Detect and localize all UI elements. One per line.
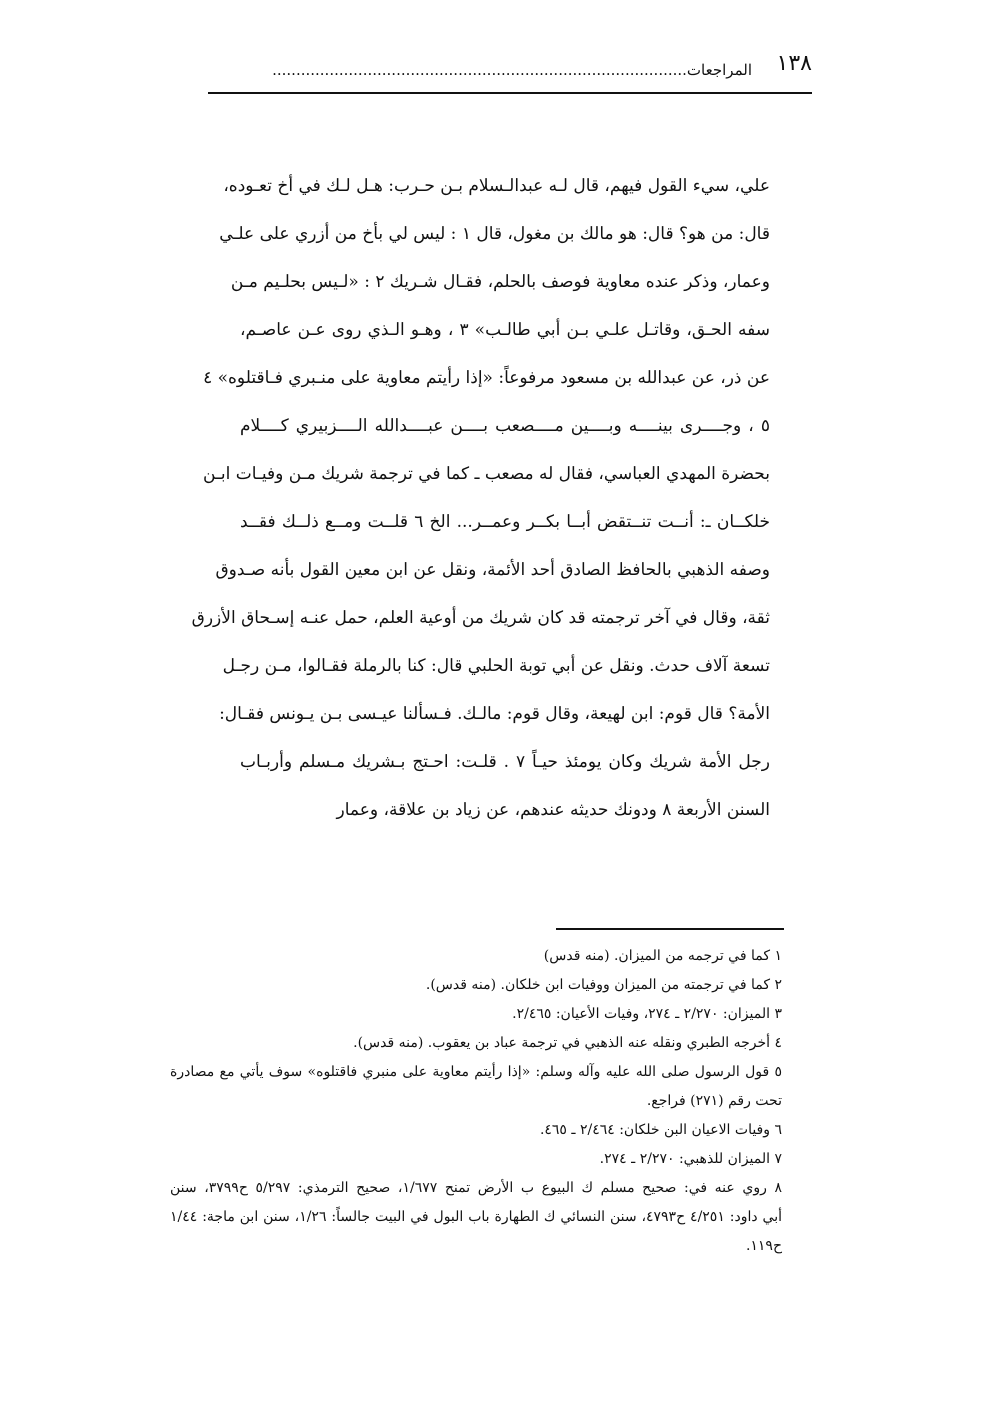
footnote: ٥ قول الرسول صلى الله عليه وآله وسلم: «إذا رأيتم معاوية على منبري فاقتلوه» سوف يأتي مع مصادرة xyxy=(170,1064,782,1080)
text-line: وصفه الذهبي بالحافظ الصادق أحد الأئمة، ونقل عن ابن معين القول بأنه صـدوق xyxy=(215,560,770,580)
text-line: ثقة، وقال في آخر ترجمته قد كان شريك من أوعية العلم، حمل عنـه إسـحاق الأزرق xyxy=(191,608,770,628)
text-line: عن ذر، عن عبدالله بن مسعود مرفوعاً: «إذا رأيتم معاوية على منـبري فـاقتلوه» ٤ xyxy=(203,368,770,388)
page-header xyxy=(208,50,812,94)
header-rule xyxy=(208,92,812,94)
text-line: تسعة آلاف حدث. ونقل عن أبي توبة الحلبي قال: كنا بالرملة فقـالوا، مـن رجـل xyxy=(222,656,770,676)
footnote: ١ كما في ترجمه من الميزان. (منه قدس) xyxy=(543,948,782,964)
text-line: رجل الأمة شريك وكان يومئذ حيـاً ٧ . قلـت: احـتج بـشريك مـسلم وأربـاب xyxy=(240,752,770,772)
footnote-continuation: أبي داود: ٤/٢٥١ ح٤٧٩٣، سنن النسائي ك الطهارة باب البول في البيت جالساً: ١/٢٦، سنن ابن ماجة: ١/٤٤ xyxy=(170,1209,782,1225)
footnote: ٧ الميزان للذهبي: ٢/٢٧٠ ـ ٢٧٤. xyxy=(599,1151,782,1167)
footnote: ٤ أخرجه الطبري ونقله عنه الذهبي في ترجمة عباد بن يعقوب. (منه قدس). xyxy=(353,1035,782,1051)
footnote: ٣ الميزان: ٢/٢٧٠ ـ ٢٧٤، وفيات الأعيان: ٢/٤٦٥. xyxy=(512,1006,782,1022)
running-title: المراجعات....................................................................................... xyxy=(272,61,752,79)
footnote-separator xyxy=(556,928,784,930)
text-line: بحضرة المهدي العباسي، فقال له مصعب ـ كما في ترجمة شريك مـن وفيـات ابـن xyxy=(202,464,770,484)
footnote: ٦ وفيات الاعيان البن خلكان: ٢/٤٦٤ ـ ٤٦٥. xyxy=(539,1122,782,1138)
page-number: ١٣٨ xyxy=(776,51,812,76)
footnote-continuation: تحت رقم (٢٧١) فراجع. xyxy=(646,1093,782,1109)
text-line: الأمة؟ قال قوم: ابن لهيعة، وقال قوم: مالـك. فـسألنا عيـسى بـن يـونس فقـال: xyxy=(219,704,770,724)
text-line: ٥ ، وجــــرى بينــــه وبــــين مــــصعب بــــن عبــــدالله الــــزبيري كــــلام xyxy=(240,416,770,436)
text-line: وعمار، وذكر عنده معاوية فوصف بالحلم، فقـال شـريك ٢ : «لـيس بحلـيم مـن xyxy=(230,272,770,292)
footnote: ٢ كما في ترجمته من الميزان ووفيات ابن خلكان. (منه قدس). xyxy=(425,977,782,993)
text-line: خلكــان ـ: أنــت تنــتقض أبــا بكــر وعمــر... الخ ٦ قلــت ومــع ذلــك فقــد xyxy=(240,512,770,532)
text-line: سفه الحـق، وقاتـل علـي بـن أبي طالـب» ٣ ، وهـو الـذي روى عـن عاصـم، xyxy=(240,320,770,340)
footnotes xyxy=(170,942,782,1261)
text-line: قال: من هو؟ قال: هو مالك بن مغول، قال ١ : ليس لي بأخ من أزري على علـي xyxy=(219,224,770,244)
main-text xyxy=(191,162,770,834)
text-line: علي، سيء القول فيهم، قال لـه عبدالـسلام بـن حـرب: هـل لـك في أخ تعـوده، xyxy=(223,176,770,196)
text-line: السنن الأربعة ٨ ودونك حديثه عندهم، عن زياد بن علاقة، وعمار xyxy=(336,800,770,820)
footnote-continuation: ح١١٩. xyxy=(745,1238,782,1254)
footnote: ٨ روي عنه في: صحيح مسلم ك البيوع ب الأرض تمنح ١/٦٧٧، صحيح الترمذي: ٥/٢٩٧ ح٣٧٩٩، سنن xyxy=(170,1180,782,1196)
